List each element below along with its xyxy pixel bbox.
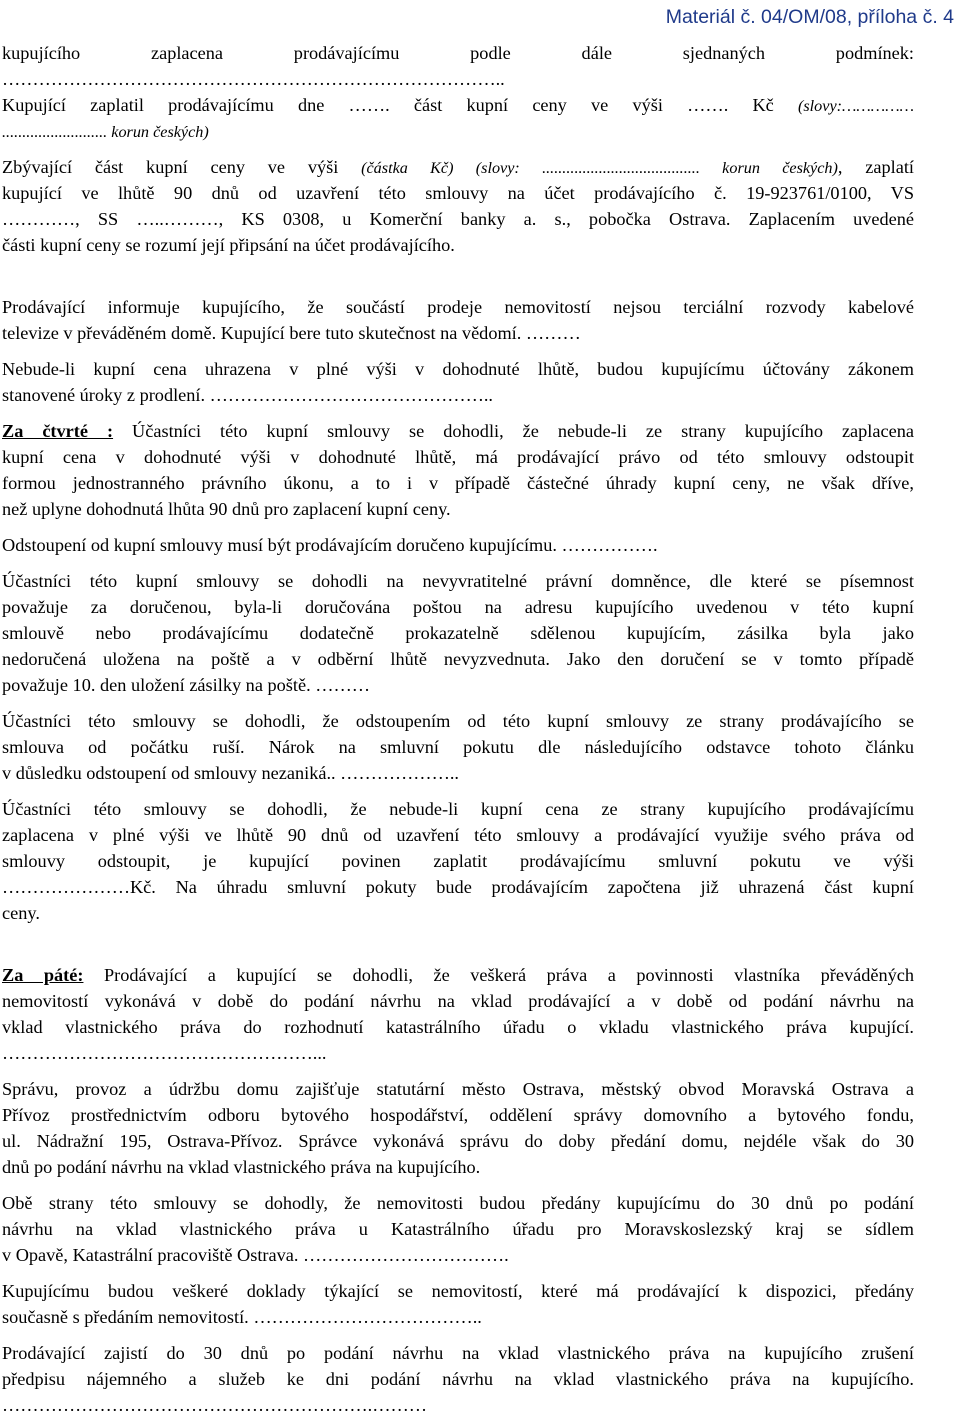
text-line: ul. Nádražní 195, Ostrava-Přívoz. Správce vykonává správu do doby předání domu, nejdéle však do 30 (2, 1131, 914, 1151)
text-line: považuje za doručenou, byla-li doručována poštou na adresu kupujícího uvedenou v této kupní (2, 597, 914, 617)
spacer (2, 698, 914, 708)
paragraph-cable-tv (2, 294, 914, 346)
text-line (2, 418, 914, 444)
spacer (2, 258, 914, 294)
text-line: než uplyne dohodnutá lhůta 90 dnů pro zaplacení kupní ceny. (2, 499, 451, 519)
text-line: Přívoz prostřednictvím odboru bytového hospodářství, oddělení správy domovního a bytového fondu, (2, 1105, 914, 1125)
text-segment-italic: korun českých) (107, 123, 209, 141)
text-line: nemovitostí vykonává v době do podání návrhu na vklad prodávající a v době od podání návrhu na (2, 991, 914, 1011)
spacer (2, 346, 914, 356)
text-line: stanovené úroky z prodlení. ……………………………………….. (2, 385, 493, 405)
spacer (2, 1066, 914, 1076)
contract-page (2, 40, 914, 1418)
paragraph-withdrawal-delivery (2, 532, 914, 558)
text-line: kupní cena v dohodnuté výši v dohodnuté lhůtě, má prodávající právo od této smlouvy odstoupit (2, 447, 914, 467)
text-line: ……………………………………………………………………….. (2, 69, 505, 89)
text-segment: , zaplatí (837, 157, 914, 177)
text-line: ceny. (2, 903, 40, 923)
text-line: smlouvě nebo prodávajícímu dodatečně prokazatelně sdělenou kupujícím, zásilka byla jako (2, 623, 914, 643)
text-line: Nebude-li kupní cena uhrazena v plné výši v dohodnuté lhůtě, budou kupujícímu účtovány zákonem (2, 359, 914, 379)
text-line: Prodávající zajistí do 30 dnů po podání návrhu na vklad vlastnického práva na kupujícího zrušení (2, 1343, 914, 1363)
text-line: dnů po podání návrhu na vklad vlastnického práva na kupujícího. (2, 1157, 481, 1177)
text-line: Účastníci této kupní smlouvy se dohodli na nevyvratitelné právní domněnce, dle které se písemnost (2, 571, 914, 591)
text-line: kupujícího zaplacena prodávajícímu podle dále sjednaných podmínek: (2, 43, 914, 63)
spacer (2, 408, 914, 418)
text-line: Odstoupení od kupní smlouvy musí být prodávajícím doručeno kupujícímu. ……………. (2, 535, 658, 555)
text-line: zaplacena v plné výši ve lhůtě 90 dnů od uzavření této smlouvy a prodávající využije svého práva od (2, 825, 914, 845)
text-line (2, 962, 914, 988)
text-line: předpisu nájemného a služeb ke dni podání návrhu na vklad vlastnického práva na kupujícího. (2, 1369, 914, 1389)
text-line (2, 118, 914, 144)
text-segment-italic: (částka Kč) (slovy: ....................................... korun českých) (361, 159, 838, 177)
text-line: kupující ve lhůtě 90 dnů od uzavření této smlouvy na účet prodávajícího č. 19-923761/0100, VS (2, 183, 914, 203)
text-line: Obě strany této smlouvy se dohodly, že nemovitosti budou předány kupujícímu do 30 dnů po podání (2, 1193, 914, 1213)
text-line: Prodávající informuje kupujícího, že součástí prodeje nemovitostí nejsou terciální rozvody kabelové (2, 297, 914, 317)
spacer (2, 1330, 914, 1340)
paragraph-contract-penalty (2, 796, 914, 926)
text-segment-italic: .......................... (2, 123, 108, 141)
section-heading: Za čtvrté : (2, 421, 114, 441)
paragraph-fourth (2, 418, 914, 522)
spacer (2, 1180, 914, 1190)
text-segment: Zbývající část kupní ceny ve výši (2, 157, 362, 177)
paragraph-delivery-presumption (2, 568, 914, 698)
text-segment: Kupující zaplatil prodávajícímu dne ……. část kupní ceny ve výši ……. Kč (2, 95, 798, 115)
text-line (2, 92, 914, 118)
text-line: považuje 10. den uložení zásilky na poště. ……… (2, 675, 371, 695)
text-line: formou jednostranného právního úkonu, a to i v případě částečné úhrady kupní ceny, ne však dříve, (2, 473, 914, 493)
paragraph-fifth (2, 962, 914, 1066)
paragraph-handover (2, 1190, 914, 1268)
text-line: nedoručená uložena na poště a v odběrní lhůtě nevyzvednuta. Jako den doručení se v tomto případě (2, 649, 914, 669)
text-line: současně s předáním nemovitostí. ……………………………….. (2, 1307, 482, 1327)
text-line: v Opavě, Katastrální pracoviště Ostrava. ……………………………. (2, 1245, 509, 1265)
paragraph-building-management (2, 1076, 914, 1180)
paragraph-withdrawal-effect (2, 708, 914, 786)
text-line: Účastníci této smlouvy se dohodli, že nebude-li kupní cena ze strany kupujícího prodávajícímu (2, 799, 914, 819)
paragraph-documents (2, 1278, 914, 1330)
paragraph-rent-cancellation (2, 1340, 914, 1418)
text-segment: Prodávající a kupující se dohodli, že veškerá práva a povinnosti vlastníka převáděných (83, 965, 914, 985)
spacer (2, 926, 914, 962)
text-line: smlouvy odstoupit, je kupující povinen zaplatit prodávajícímu smluvní pokutu ve výši (2, 851, 914, 871)
paragraph-payment-terms (2, 40, 914, 144)
spacer (2, 522, 914, 532)
text-line: televize v převáděném domě. Kupující bere tuto skutečnost na vědomí. ……… (2, 323, 581, 343)
text-line: návrhu na vklad vlastnického práva u Katastrálního úřadu pro Moravskoslezský kraj se sídlem (2, 1219, 914, 1239)
text-segment: Účastníci této kupní smlouvy se dohodli, že nebude-li ze strany kupujícího zaplacena (113, 421, 914, 441)
text-line: v důsledku odstoupení od smlouvy nezaniká.. ……………….. (2, 763, 459, 783)
attachment-header: Materiál č. 04/OM/08, příloha č. 4 (665, 6, 954, 28)
text-line (2, 154, 914, 180)
text-line: …………, SS …..………, KS 0308, u Komerční banky a. s., pobočka Ostrava. Zaplacením uvedené (2, 209, 914, 229)
text-line: Správu, provoz a údržbu domu zajišťuje statutární město Ostrava, městský obvod Moravská Ostrava a (2, 1079, 914, 1099)
text-segment-italic: (slovy:…………… (797, 97, 914, 115)
text-line: …………………Kč. Na úhradu smluvní pokuty bude prodávajícím započtena již uhrazená část kupní (2, 877, 914, 897)
text-line: části kupní ceny se rozumí její připsání na účet prodávajícího. (2, 235, 455, 255)
spacer (2, 558, 914, 568)
spacer (2, 144, 914, 154)
text-line: Kupujícímu budou veškeré doklady týkající se nemovitostí, které má prodávající k dispozici, předány (2, 1281, 914, 1301)
section-heading: Za páté: (2, 965, 84, 985)
spacer (2, 1268, 914, 1278)
text-line: Účastníci této smlouvy se dohodli, že odstoupením od této kupní smlouvy ze strany prodávajícího se (2, 711, 914, 731)
text-line: …………………………………………………….……… (2, 1395, 428, 1415)
text-line: ……………………………………………... (2, 1043, 327, 1063)
spacer (2, 786, 914, 796)
text-line: vklad vlastnického práva do rozhodnutí katastrálního úřadu o vkladu vlastnického práva kupující. (2, 1017, 914, 1037)
paragraph-remaining-price (2, 154, 914, 258)
paragraph-late-interest (2, 356, 914, 408)
text-line: smlouva od počátku ruší. Nárok na smluvní pokutu dle následujícího odstavce tohoto článku (2, 737, 914, 757)
